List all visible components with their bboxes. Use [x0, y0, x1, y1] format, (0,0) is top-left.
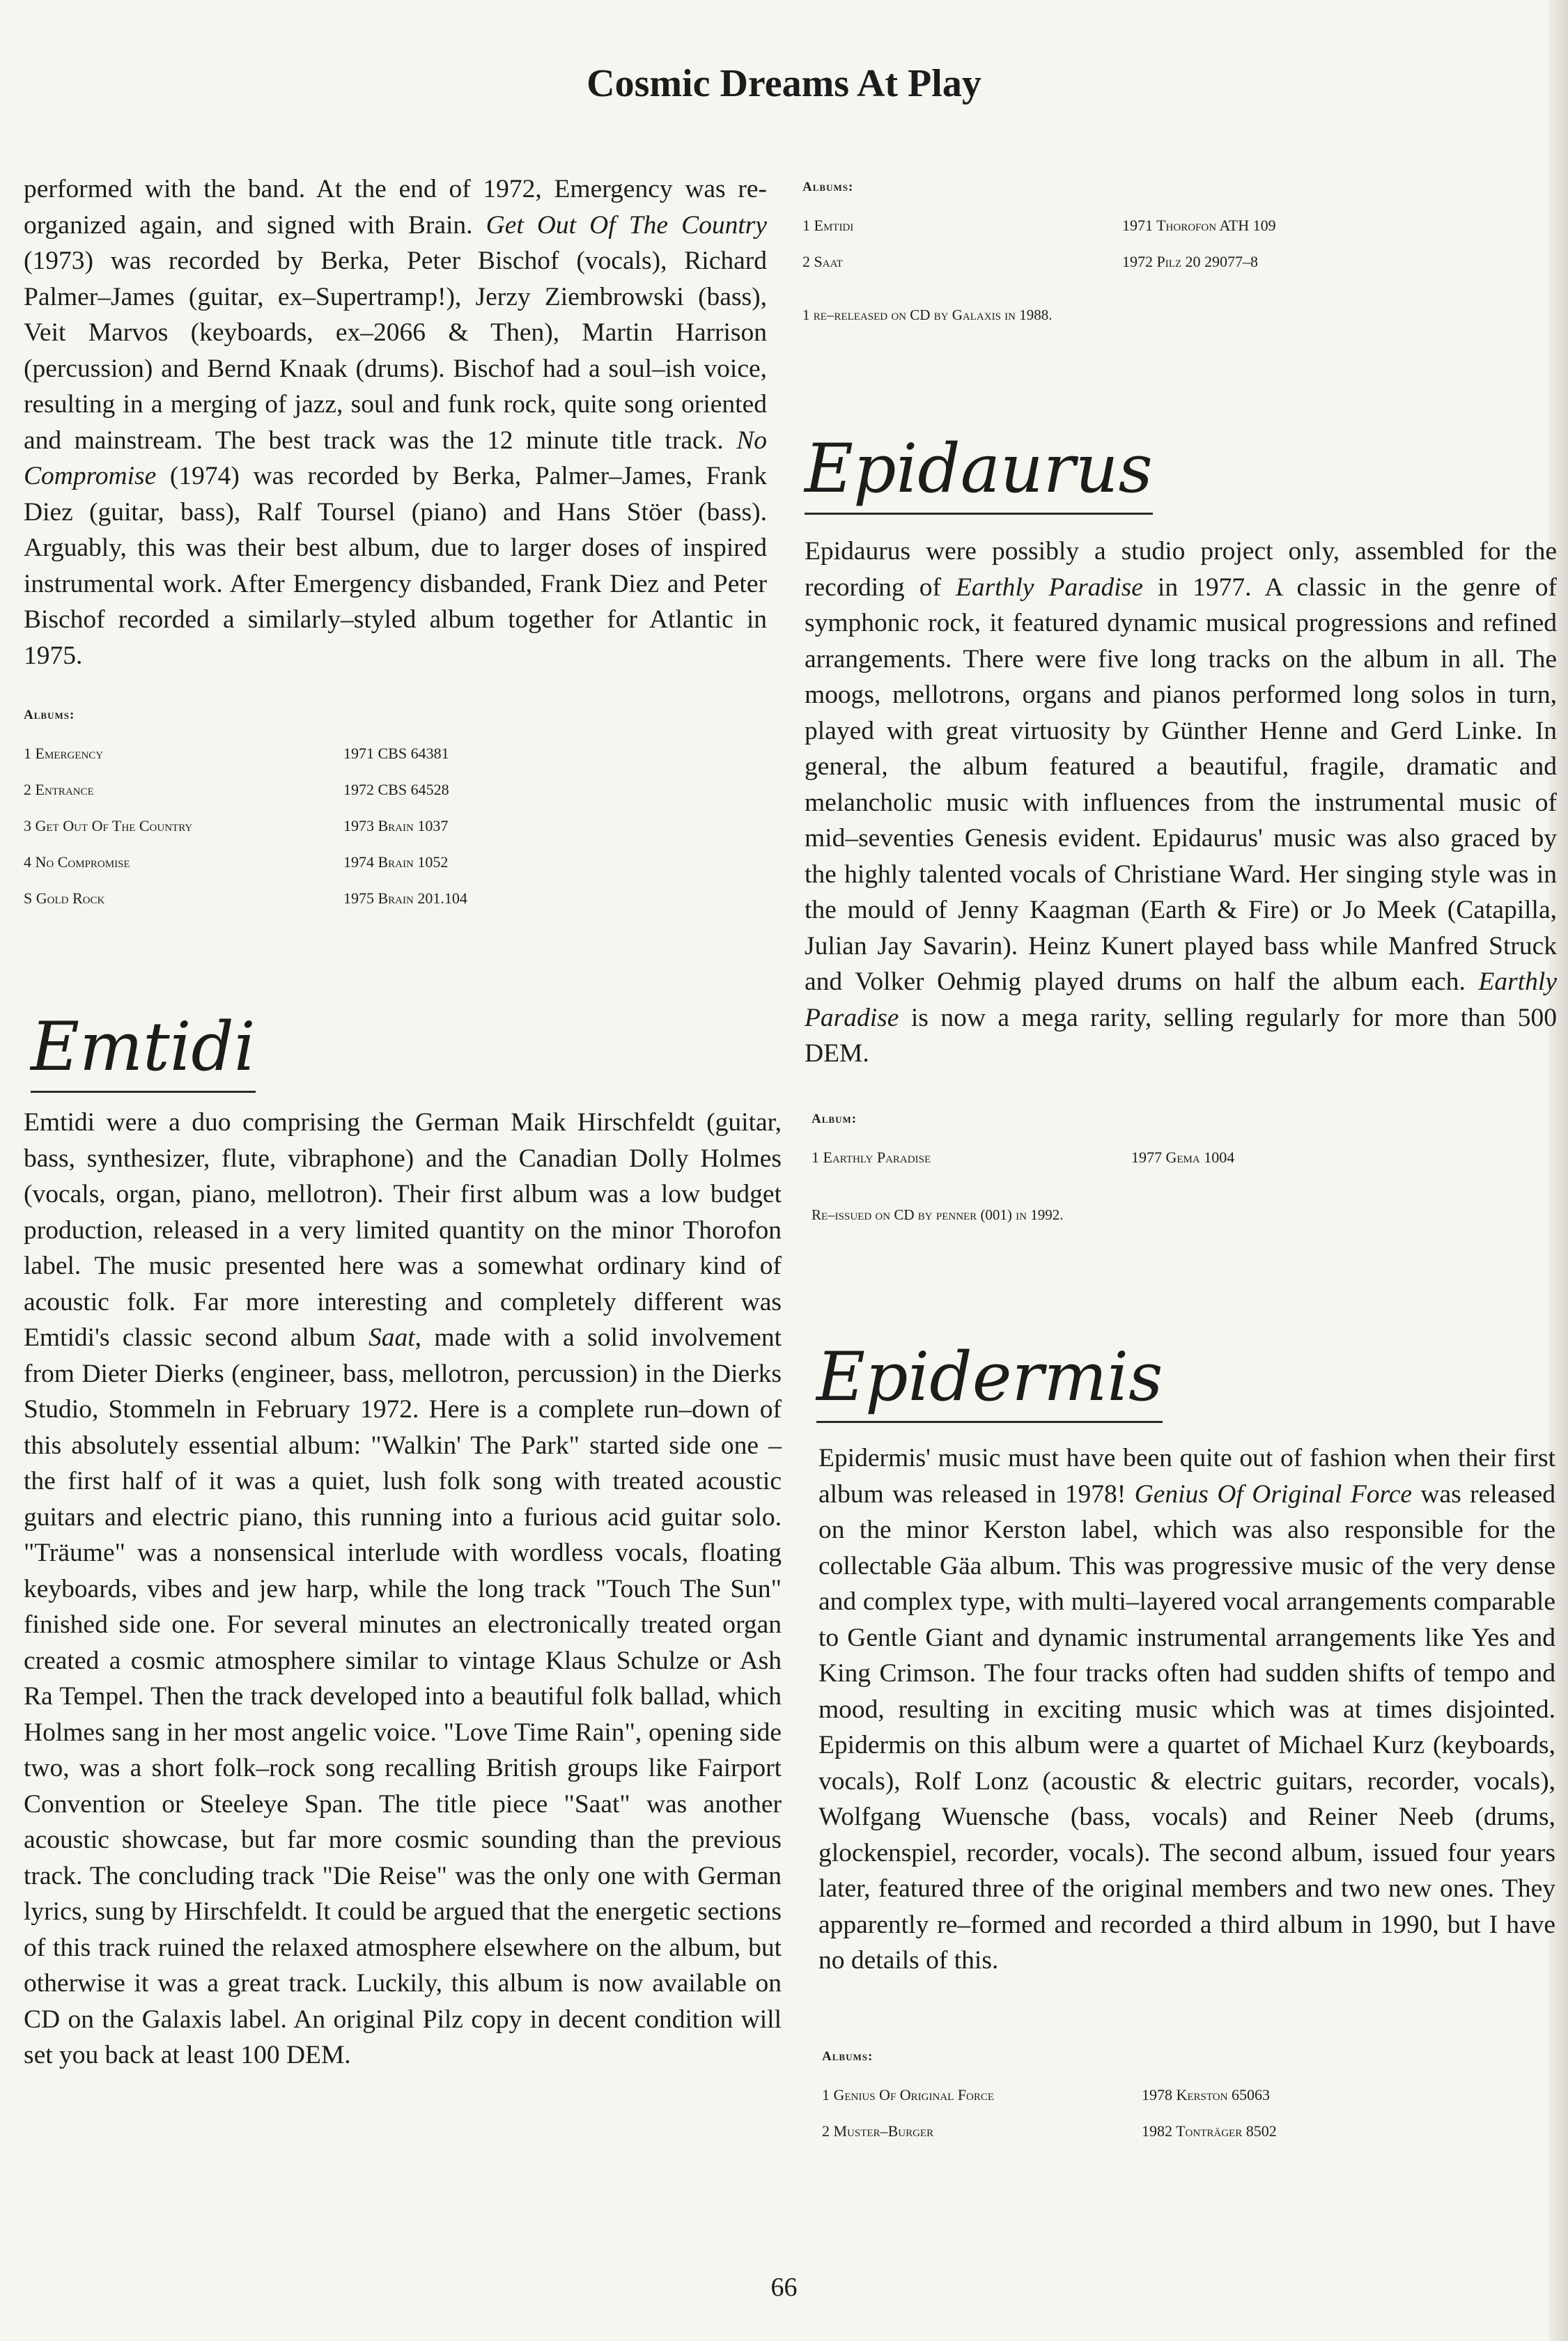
album-name: S Gold Rock — [24, 889, 105, 907]
epidaurus-albums — [812, 1112, 1438, 1224]
text-run: (1974) was recorded by Berka, Palmer–James, Frank Diez (guitar, bass), Ralf Toursel (piano) and Hans Stöer (bass). Arguably, this was their best album, due to larger doses of inspired instrumental work. After Emergency disbanded, Frank Diez and Peter Bischof recorded a similarly–styled album together for Atlantic in 1975. — [24, 462, 767, 670]
album-list — [812, 1140, 1438, 1176]
album-name: 1 Genius Of Original Force — [822, 2086, 995, 2103]
album-catalog: 1974 Brain 1052 — [343, 853, 449, 871]
album-name: 3 Get Out Of The Country — [24, 817, 193, 834]
text-run: , made with a solid involvement from Dieter Dierks (engineer, bass, mellotron, percussion) in the Dierks Studio, Stommeln in February 1972. Here is a complete run–down of this absolutely essential album: "Walkin' The Park" started side one – the first half of it was a quiet, lush folk song with treated acoustic guitars and electric piano, this running into a furious acid guitar solo. "Träume" was a nonsensical interlude with wordless vocals, floating keyboards, vibes and jew harp, while the long track "Touch The Sun" finished side one. For several minutes an electronically treated organ created a cosmic atmosphere similar to vintage Klaus Schulze or Ash Ra Tempel. Then the track developed into a beautiful folk ballad, which Holmes sang in her most angelic voice. "Love Time Rain", opening side two, was a short folk–rock song recalling British groups like Fairport Convention or Steeleye Span. The title piece "Saat" was another acoustic showcase, but far more cosmic sounding than the previous track. The concluding track "Die Reise" was the only one with German lyrics, sung by Hirschfeldt. It could be argued that the energetic sections of this track ruined the relaxed atmosphere elsewhere on the album, but otherwise it was a great track. Luckily, this album is now available on CD on the Galaxis label. An original Pilz copy in decent condition will set you back at least 100 DEM. — [24, 1323, 782, 2069]
emtidi-section — [24, 1105, 782, 2074]
epidermis-heading-block — [816, 1339, 1234, 1423]
album-row — [812, 1140, 1438, 1176]
album-name: 1 Earthly Paradise — [812, 1149, 931, 1166]
album-list — [822, 2077, 1449, 2149]
album-name: 2 Saat — [802, 253, 843, 270]
albums-label: Albums: — [24, 708, 75, 722]
album-catalog: 1972 Pilz 20 29077–8 — [1122, 253, 1259, 270]
album-row — [802, 244, 1429, 280]
album-row — [822, 2077, 1449, 2113]
album-catalog: 1971 Thorofon ATH 109 — [1122, 217, 1276, 234]
epidaurus-note: Re–issued on CD by penner (001) in 1992. — [812, 1206, 1064, 1223]
text-run: in 1977. A classic in the genre of symphonic rock, it featured dynamic musical progressions and refined arrangements. There were five long tracks on the album in all. The moogs, mellotrons, organs and pianos performed long solos in turn, played with great virtuosity by Günther Henne and Gerd Linke. In general, the album featured a beautiful, fragile, dramatic and melancholic music with influences from the instrumental music of mid–seventies Genesis evident. Epidaurus' music was also graced by the highly talented vocals of Christiane Ward. Her singing style was in the mould of Jenny Kaagman (Earth & Fire) or Jo Meek (Catapilla, Julian Jay Savarin). Heinz Kunert played bass while Manfred Struck and Volker Oehmig played drums on half the album each. — [805, 573, 1558, 996]
albums-label: Albums: — [822, 2049, 874, 2064]
emtidi-note: 1 re–released on CD by Galaxis in 1988. — [802, 306, 1053, 323]
album-catalog: 1978 Kerston 65063 — [1142, 2086, 1270, 2103]
album-title-italic: Genius Of Original Force — [1134, 1479, 1412, 1509]
album-row — [24, 808, 720, 844]
album-row — [24, 880, 720, 917]
album-row — [822, 2113, 1449, 2149]
emtidi-albums — [802, 180, 1429, 324]
album-list — [802, 208, 1429, 280]
emtidi-paragraph — [24, 1105, 782, 2074]
album-title-italic: Get Out Of The Country — [486, 210, 767, 240]
album-catalog: 1975 Brain 201.104 — [343, 889, 467, 907]
page-edge-shadow — [1548, 0, 1568, 2341]
album-row — [24, 736, 720, 772]
album-name: 4 No Compromise — [24, 853, 130, 871]
album-catalog: 1982 Tonträger 8502 — [1142, 2122, 1277, 2140]
epidermis-paragraph — [818, 1440, 1555, 1979]
text-run: was released on the minor Kerston label, which was also responsible for the collectable Gäa album. This was progressive music of the very dense and complex type, with multi–layered vocal arrangements comparable to Gentle Giant and dynamic instrumental arrangements like Yes and King Crimson. The four tracks often had sudden shifts of tempo and mood, resulting in exciting music which was at times disjointed. Epidermis on this album were a quartet of Michael Kurz (keyboards, vocals), Rolf Lonz (acoustic & electric guitars, recorder, vocals), Wolfgang Wuensche (bass, vocals) and Reiner Neeb (drums, glockenspiel, recorder, vocals). The second album, issued four years later, featured three of the original members and two new ones. They apparently re–formed and recorded a third album in 1990, but I have no details of this. — [818, 1479, 1555, 1975]
emtidi-heading-block — [31, 1009, 379, 1093]
text-run: Epidermis' music must have been quite out of fashion when their first album was released in 1978! — [818, 1444, 1555, 1509]
epidermis-albums — [822, 2049, 1449, 2149]
album-row — [24, 772, 720, 808]
epidaurus-paragraph — [805, 534, 1557, 1072]
epidermis-section — [818, 1440, 1555, 1979]
emergency-paragraph — [24, 171, 767, 674]
text-run: Emtidi were a duo comprising the German Maik Hirschfeldt (guitar, bass, synthesizer, flute, vibraphone) and the Canadian Dolly Holmes (vocals, organ, piano, mellotron). Their first album was a low budget production, released in a very limited quantity on the minor Thorofon label. The music presented here was a somewhat ordinary kind of acoustic folk. Far more interesting and completely different was Emtidi's classic second album — [24, 1108, 782, 1352]
page-number: 66 — [770, 2273, 798, 2302]
album-row — [24, 844, 720, 880]
epidaurus-heading-block — [805, 430, 1222, 515]
album-label: Album: — [812, 1112, 857, 1126]
epidaurus-section — [805, 534, 1557, 1072]
album-catalog: 1971 CBS 64381 — [343, 745, 449, 762]
album-catalog: 1973 Brain 1037 — [343, 817, 449, 834]
text-run: Epidaurus were possibly a studio project only, assembled for the recording of — [805, 537, 1557, 602]
emergency-albums — [24, 708, 720, 917]
album-name: 2 Entrance — [24, 781, 94, 798]
epidermis-heading: Epidermis — [816, 1339, 1163, 1423]
emtidi-heading: Emtidi — [31, 1009, 256, 1093]
album-name: 2 Muster–Burger — [822, 2122, 934, 2140]
page-title: Cosmic Dreams At Play — [587, 62, 981, 105]
album-catalog: 1977 Gema 1004 — [1131, 1149, 1235, 1166]
album-title-italic: Saat — [368, 1323, 415, 1352]
album-name: 1 Emtidi — [802, 217, 854, 234]
epidaurus-heading: Epidaurus — [805, 430, 1153, 515]
text-run: performed with the band. At the end of 1972, Emergency was re-organized again, and signed with Brain. — [24, 175, 767, 240]
album-catalog: 1972 CBS 64528 — [343, 781, 449, 798]
albums-label: Albums: — [802, 180, 854, 194]
album-list — [24, 736, 720, 917]
left-column — [24, 171, 767, 674]
text-run: is now a mega rarity, selling regularly for more than 500 DEM. — [805, 1003, 1557, 1068]
album-title-italic: Earthly Paradise — [955, 573, 1143, 602]
album-row — [802, 208, 1429, 244]
album-title-italic: No Compromise — [24, 426, 767, 490]
album-title-italic: Earthly Paradise — [805, 967, 1557, 1032]
text-run: (1973) was recorded by Berka, Peter Bischof (vocals), Richard Palmer–James (guitar, ex–Supertramp!), Jerzy Ziembrowski (bass), Veit Marvos (keyboards, ex–2066 & Then), Martin Harrison (percussion) and Bernd Knaak (drums). Bischof had a soul–ish voice, resulting in a merging of jazz, soul and funk rock, quite song oriented and mainstream. The best track was the 12 minute title track. — [24, 247, 767, 455]
album-name: 1 Emergency — [24, 745, 104, 762]
